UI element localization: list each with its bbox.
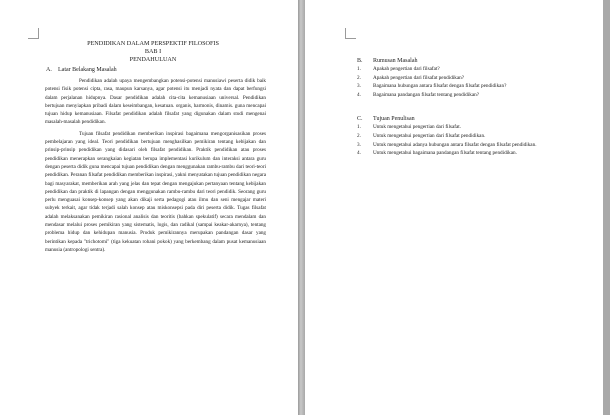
chapter-number: BAB I: [144, 48, 162, 55]
list-item: [357, 149, 587, 158]
list-text: Untuk mengetahui bagaimana pandangan filsafat tentang pendidikan.: [373, 150, 517, 157]
page-1-content: [40, 40, 266, 256]
list-text: Untuk mengetahui pengertian dari filsafat pendidikan.: [373, 132, 486, 139]
page-gutter: [298, 0, 305, 415]
list-number: 4.: [357, 150, 361, 157]
section-number: C.: [357, 116, 363, 123]
list-text: Untuk mengetahui adanya hubungan antara filsafat dengan filsafat pendidikan.: [373, 141, 537, 148]
list-number: 2.: [357, 132, 361, 139]
section-heading-c: [357, 115, 587, 123]
list-number: 1.: [357, 124, 361, 131]
section-label: Tujuan Penulisan: [373, 116, 415, 123]
list-item: [357, 91, 587, 100]
paragraph-1: Pendidikan adalah upaya mengembangkan potensi-potensi manusiawi peserta didik baik potensi fisik potensi cipta, rasa, maupun karsanya, agar potensi itu menjadi nyata dan dapat berfungsi dalam perjalanan hidupnya. Dasar pendidikan adalah cita-cita kemanusiaan universal. Pendidikan bertujuan menyiapkan pribadi dalam keseimbangan, kesatuan. organis, harmonis, dinamis. guna mencapai tujuan hidup kemanusiaan. Filsafat pendidikan adalah filsafat yang digunakan dalam studi mengenai masalah-masalah pendidikan.: [45, 78, 266, 126]
section-heading-a: [40, 66, 266, 74]
list-item: [357, 82, 587, 91]
list-text: Apakah pengertian dari filsafat?: [373, 66, 440, 72]
list-text: Apakah pengertian dari filsafat pendidikan?: [373, 74, 465, 81]
list-item: [357, 132, 587, 141]
crop-mark: [345, 28, 356, 39]
page-2-content: [357, 57, 587, 158]
crop-mark: [28, 28, 39, 39]
section-number: A.: [46, 67, 52, 73]
list-number: 4.: [357, 91, 361, 98]
list-item: [357, 123, 587, 132]
goal-list: [357, 123, 587, 157]
document-page-2: [305, 0, 603, 415]
list-item: [357, 65, 587, 74]
window-edge: [603, 0, 610, 415]
list-item: [357, 141, 587, 150]
section-number: B.: [357, 58, 363, 64]
section-label: Rumusan Masalah: [373, 58, 418, 64]
spacer: [357, 99, 587, 109]
list-item: [357, 74, 587, 83]
list-number: 3.: [357, 83, 361, 90]
problem-list: [357, 65, 587, 99]
list-text: Bagaimana pandangan filsafat tentang pendidikan?: [373, 91, 480, 98]
chapter-title: PENDAHULUAN: [129, 56, 177, 63]
section-heading-b: [357, 57, 587, 65]
list-text: Untuk mengetahui pengertian dari filsafat.: [373, 124, 462, 131]
list-text: Bagaimana hubungan antara filsafat dengan filsafat pendidikan?: [373, 83, 507, 90]
paragraph-2: Tujuan filsafat pendidikan memberikan inspirasi bagaimana mengorganisasikan proses pembelajaran yang ideal. Teori pendidikan bertujuan menghasilkan pemikiran tentang kebijakan dan prinsip-prinsip pendidikan yang didasari oleh filsafat pendidikan. Praktik pendidikan atau proses pendidikan menerapkan serangkaian kegiatan berupa implementasi kurikulum dan interaksi antara guru dengan peserta didik guna mencapai tujuan pendidikan dengan menggunakan rambu-rambu dari teori-teori pendidikan. Peranan filsafat pendidikan memberikan inspirasi, yakni menyatakan tujuan pendidikan negara bagi masyarakat, memberikan arah yang jelas dan tepat dengan mengajukan pertanyaan tentang kebijakan pendidikan dan praktik di lapangan dengan menggunakan rambu-rambu dari teori pendidik. Seorang guru perlu menguasai konsep-konsep yang akan dikaji serta pedagogi atau ilmu dan seni mengajar materi subyek terkait, agar tidak terjadi salah konsep atau miskonsepsi pada diri peserta didik. Tugas filsafat adalah melaksanakan pemikiran rasional analisis dan teoritis (bahkan spekulatif) secara mendalam dan mendasar melalui proses pemikiran yang sistematis, logis, dan radikal (sampai keakar-akarnya), tentang problema hidup dan kehidupan manusia. Produk pemikirannya merupakan pandangan dasar yang berintikan kepada "trichotomi" (tiga kekuatan rohani pokok) yang berkembang dalam pusat kemanusiaan manusia (antropologi sentra).: [45, 130, 266, 253]
document-title: PENDIDIKAN DALAM PERSPEKTIF FILOSOFIS: [87, 40, 219, 47]
list-number: 3.: [357, 141, 361, 148]
list-number: 2.: [357, 74, 361, 81]
list-number: 1.: [357, 66, 361, 72]
section-label: Latar Belakang Masalah: [58, 67, 117, 73]
document-page-1: [0, 0, 298, 415]
